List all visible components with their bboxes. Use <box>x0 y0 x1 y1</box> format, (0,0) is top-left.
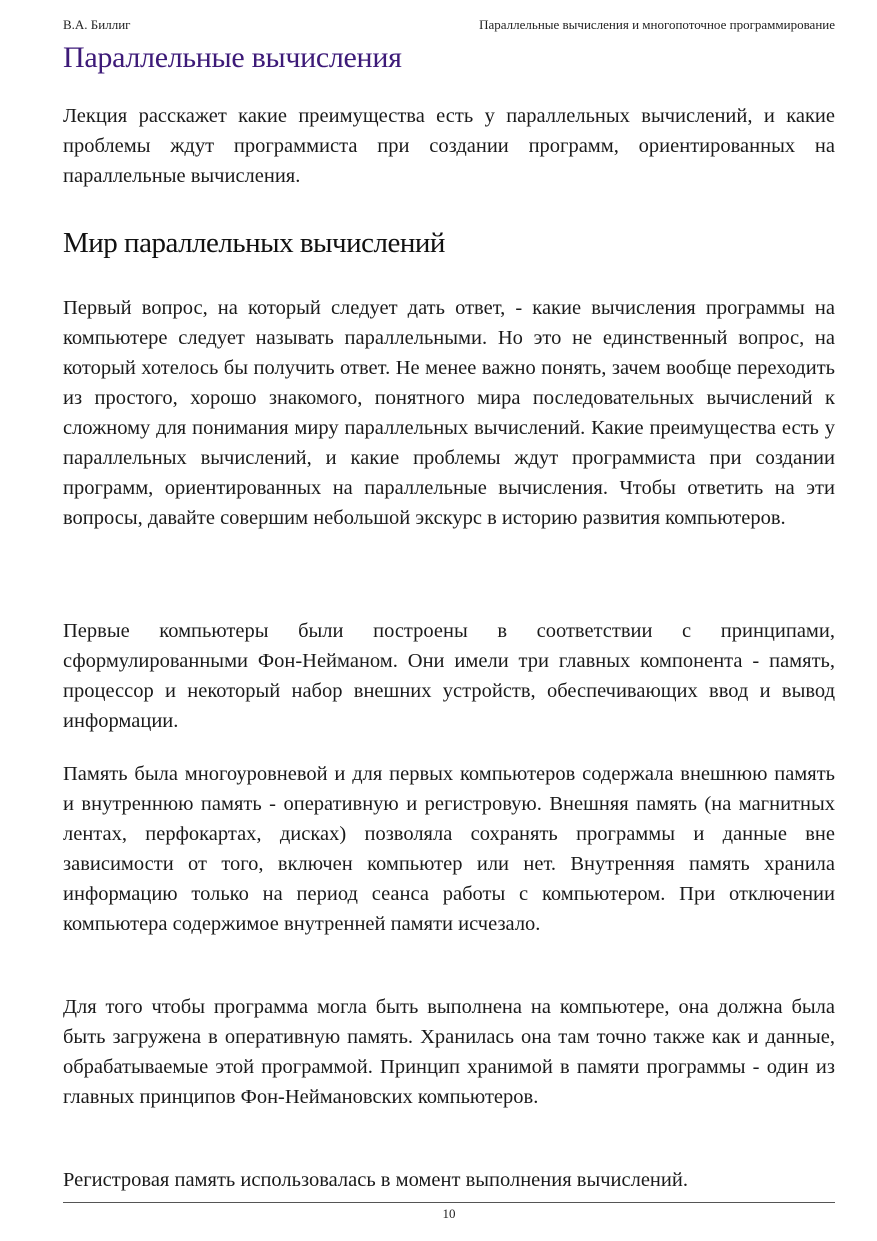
footer-divider <box>63 1202 835 1203</box>
body-paragraph: Первые компьютеры были построены в соответствии с принципами, сформулированными Фон-Нейманом. Они имели три главных компонента - память, процессор и некоторый набор внешних устройств, обеспечивающих ввод и вывод информации. <box>63 620 835 732</box>
body-paragraph: Для того чтобы программа могла быть выполнена на компьютере, она должна была быть загружена в оперативную память. Хранилась она там точно также как и данные, обрабатываемые этой программой. Принцип хранимой в памяти программы - один из главных принципов Фон-Неймановских компьютеров. <box>63 996 835 1108</box>
body-paragraph: Первый вопрос, на который следует дать ответ, - какие вычисления программы на компьютере следует называть параллельными. Но это не единственный вопрос, на который хотелось бы получить ответ. Не менее важно понять, зачем вообще переходить из простого, хорошо знакомого, понятного мира последовательных вычислений к сложному для понимания миру параллельных вычислений. Какие преимущества есть у параллельных вычислений, и какие проблемы ждут программиста при создании программ, ориентированных на параллельные вычисления. Чтобы ответить на эти вопросы, давайте совершим небольшой экскурс в историю развития компьютеров. <box>63 297 835 529</box>
chapter-intro-paragraph: Лекция расскажет какие преимущества есть у параллельных вычислений, и какие проблемы ждут программиста при создании программ, ориентированных на параллельные вычисления. <box>63 105 835 187</box>
body-paragraph: Память была многоуровневой и для первых компьютеров содержала внешнюю память и внутреннюю память - оперативную и регистровую. Внешняя память (на магнитных лентах, перфокартах, дисках) позволяла сохранять программы и данные вне зависимости от того, включен компьютер или нет. Внутренняя память хранила информацию только на период сеанса работы с компьютером. При отключении компьютера содержимое внутренней памяти исчезало. <box>63 763 835 935</box>
header-book-title: Параллельные вычисления и многопоточное программирование <box>479 17 835 32</box>
page-number: 10 <box>442 1206 456 1221</box>
document-page <box>63 0 835 1241</box>
chapter-title: Параллельные вычисления <box>63 41 402 74</box>
section-title: Мир параллельных вычислений <box>63 227 445 259</box>
header-author: В.А. Биллиг <box>63 17 131 32</box>
body-paragraph: Регистровая память использовалась в момент выполнения вычислений. <box>63 1169 688 1191</box>
